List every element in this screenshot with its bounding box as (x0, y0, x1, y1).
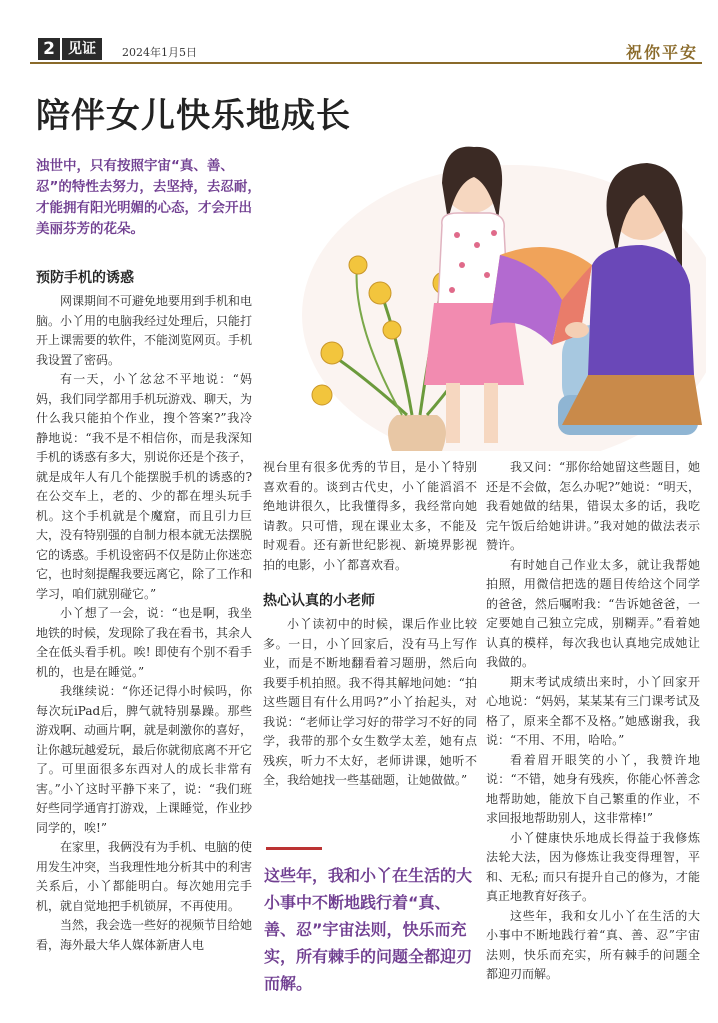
paragraph: 当然，我会选一些好的视频节目给她看，海外最大华人媒体新唐人电 (36, 918, 253, 952)
article-lead: 浊世中，只有按照宇宙“真、善、忍”的特性去努力，去坚持，去忍耐，才能拥有阳光明媚的心态，才会开出美丽芬芳的花朵。 (36, 158, 261, 237)
paragraph: 有一天，小丫忿忿不平地说：“妈妈，我们同学都用手机玩游戏、聊天，为什么我只能拍个作业，搜个答案?”我冷静地说：“我不是不相信你，而是我深知手机的诱惑有多大，别说你还是个孩子，就是成年人有几个能摆脱手机的诱惑的? 在公交车上，老的、少的都在埋头玩手机。这个手机就是个魔窟，而且引力巨大，没有特别强的自制力根本就无法摆脱它的诱惑。手机设密码不仅是防止你迷恋它，也时刻提醒我要远离它，除了工作和学习，咱们就别碰它。” (36, 372, 253, 601)
illustration-mother-daughter-reading (262, 125, 706, 451)
paragraph: 小丫想了一会，说：“也是啊，我坐地铁的时候，发现除了我在看书，其余人全在低头看手机。唉! 即使有个别不看手机的，也是在睡觉。” (36, 606, 253, 679)
paragraph: 网课期间不可避免地要用到手机和电脑。小丫用的电脑我经过处理后，只能打开上课需要的软件，不能浏览网页。手机我设置了密码。 (36, 294, 253, 367)
page-number: 2 (38, 38, 60, 60)
article-column-2 (263, 458, 477, 791)
article-column-3 (486, 458, 700, 985)
header-rule (30, 62, 702, 64)
pullquote: 这些年，我和小丫在生活的大小事中不断地践行着“真、善、忍”宇宙法则，快乐而充实，所有棘手的问题全都迎刃而解。 (264, 866, 473, 993)
pullquote-rule (266, 847, 322, 850)
page-header (30, 36, 702, 66)
paragraph: 看着眉开眼笑的小丫，我赞许地说：“不错，她身有残疾，你能心怀善念地帮助她，能放下自己繁重的作业，不求回报地帮助别人，这非常棒!” (486, 752, 700, 825)
paragraph: 在家里，我俩没有为手机、电脑的使用发生冲突，当我理性地分析其中的利害关系后，小丫都能明白。每次她用完手机，就自觉地把手机锁屏，不再使用。 (36, 840, 253, 913)
section-heading-teacher: 热心认真的小老师 (263, 593, 375, 609)
paragraph: 小丫读初中的时候，课后作业比较多。一日，小丫回家后，没有马上写作业，而是不断地翻看着习题册，然后向我要手机拍照。我不得其解地问她：“拍这些题目有什么用吗?”小丫抬起头，对我说：“老师让学习好的带学习不好的同学，我带的那个女生数学太差，她有点残疾，听力不太好，老师讲课，她听不全，我给她找一些基础题，让她做做。” (263, 617, 477, 787)
paragraph: 期末考试成绩出来时，小丫回家开心地说：“妈妈，某某某有三门课考试及格了，原来全都不及格。”她感谢我，我说：“不用、不用，哈哈。” (486, 674, 700, 747)
paragraph: 有时她自己作业太多，就让我帮她拍照，用微信把选的题目传给这个同学的爸爸，然后嘱咐我：“告诉她爸爸，一定要她自己独立完成，别糊弄。”看着她认真的模样，每次我也认真地完成她让我做的。 (486, 557, 700, 669)
article-title: 陪伴女儿快乐地成长 (36, 96, 351, 136)
section-heading-phone: 预防手机的诱惑 (36, 270, 134, 286)
paragraph: 我继续说：“你还记得小时候吗，你每次玩iPad后，脾气就特别暴躁。那些游戏啊、动画片啊，就是刺激你的喜好，让你越玩越爱玩，最后你就彻底离不开它了。可里面很多东西对人的成长非常有害。”小丫这时平静下来了，说：“我们班好些同学通宵打游戏，上课睡觉，作业抄同学的，唉!” (36, 684, 253, 835)
paragraph-continued: 视台里有很多优秀的节目，是小丫特别喜欢看的。谈到古代史，小丫能滔滔不绝地讲很久，比我懂得多，我经常向她请教。只可惜，现在课业太多，不能及时观看。还有新世纪影视、新境界影视拍的电影，小丫都喜欢看。 (263, 460, 477, 572)
brand-title: 祝你平安 (625, 43, 698, 62)
issue-date: 2024年1月5日 (122, 46, 197, 59)
paragraph: 这些年，我和女儿小丫在生活的大小事中不断地践行着“真、善、忍”宇宙法则，快乐而充实，所有棘手的问题全都迎刃而解。 (486, 908, 700, 981)
section-tag: 见证 (62, 38, 102, 60)
article-column-1 (36, 266, 252, 955)
paragraph: 我又问：“那你给她留这些题目，她还是不会做，怎么办呢?”她说：“明天，我看她做的结果，错误太多的话，我吃完午饭后给她讲讲。”我对她的做法表示赞许。 (486, 460, 700, 552)
paragraph: 小丫健康快乐地成长得益于我修炼法轮大法，因为修炼让我变得理智，平和、无私; 而只有提升自己的修为，才能真正地教育好孩子。 (486, 830, 700, 903)
